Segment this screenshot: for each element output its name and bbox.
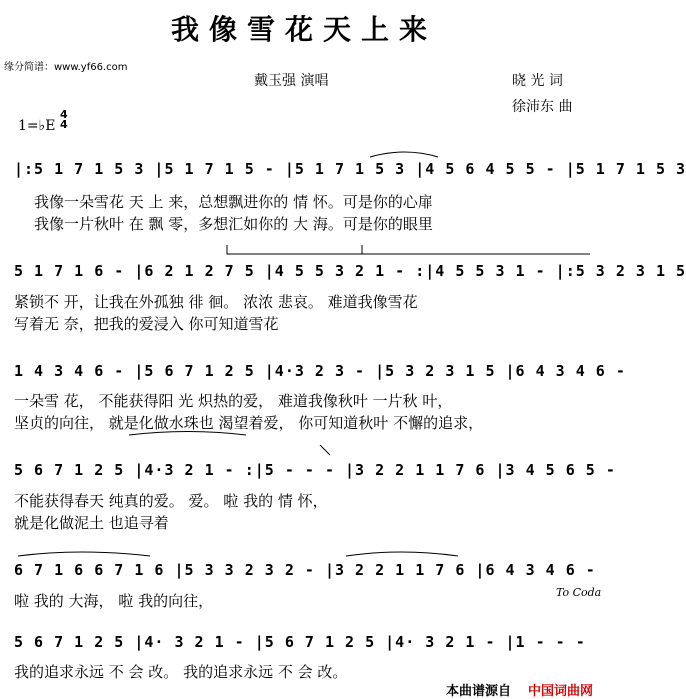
lyricist-credit: 晓 光 词 <box>512 73 563 89</box>
system-1-lyric-2: 我像一片秋叶 在 飘 零，多想汇如你的 大 海。可是你的眼里 <box>34 215 433 233</box>
slur-1 <box>370 152 438 157</box>
system-6-notes: 5 6 7 1 2 5 |4· 3 2 1 - |5 6 7 1 2 5 |4· 3 2 1 - |1 - - - <box>14 633 586 651</box>
meter-top: 4 <box>60 108 68 121</box>
system-3-lyric-2: 坚贞的向往， 就是化做水珠也 渴望着爱， 你可知道秋叶 不懈的追求， <box>14 414 484 432</box>
slur-4 <box>346 552 458 556</box>
system-1-lyric-1: 我像一朵雪花 天 上 来，总想飘进你的 情 怀。可是你的心扉 <box>34 193 433 211</box>
system-4-lyric-1: 不能获得春天 纯真的爱。 爱。 啦 我的 情 怀， <box>14 492 328 510</box>
system-2-notes: 5 1 7 1 6 - |6 2 1 2 7 5 |4 5 5 3 2 1 - :|4 5 5 3 1 - |:5 3 2 3 1 5 <box>14 262 686 280</box>
system-4-notes: 5 6 7 1 2 5 |4·3 2 1 - :|5 - - - |3 2 2 1 1 7 6 |3 4 5 6 5 - <box>14 461 616 479</box>
system-1-notes: |:5 1 7 1 5 3 |5 1 7 1 5 - |5 1 7 1 5 3 |4 5 6 4 5 5 - |5 1 7 1 5 3 <box>14 160 686 178</box>
segno-stroke <box>320 445 330 455</box>
slur-3 <box>18 552 150 556</box>
system-6-lyric-1: 我的追求永远 不 会 改。 我的追求永远 不 会 改。 <box>14 663 348 681</box>
system-4-lyric-2: 就是化做泥土 也追寻着 <box>14 514 169 532</box>
system-3-notes: 1 4 3 4 6 - |5 6 7 1 2 5 |4·3 2 3 - |5 3 2 3 1 5 |6 4 3 4 6 - <box>14 362 626 380</box>
volta-bracket <box>227 245 590 254</box>
system-5-lyric-1: 啦 我的 大海， 啦 我的向往， <box>14 592 214 610</box>
page-title: 我像雪花天上来 <box>170 13 437 46</box>
key-signature: 1=♭E <box>18 118 56 134</box>
system-2-lyric-2: 写着无 奈，把我的爱浸入 你可知道雪花 <box>14 315 279 333</box>
footer-site-logo: 中国词曲网 <box>528 684 594 699</box>
footer-source-label: 本曲谱源自 <box>446 684 512 699</box>
meter-bottom: 4 <box>60 118 68 131</box>
system-5-notes: 6 7 1 6 6 7 1 6 |5 3 3 2 3 2 - |3 2 2 1 1 7 6 |6 4 3 4 6 - <box>14 561 596 579</box>
system-3-lyric-1: 一朵雪 花， 不能获得阳 光 炽热的爱， 难道我像秋叶 一片秋 叶， <box>14 392 453 410</box>
slur-2 <box>129 432 246 436</box>
singer-credit: 戴玉强 演唱 <box>254 73 329 89</box>
composer-credit: 徐沛东 曲 <box>512 99 573 115</box>
to-coda-marking: To Coda <box>556 586 602 599</box>
system-2-lyric-1: 紧锁不 开，让我在外孤独 徘 徊。 浓浓 悲哀。 难道我像雪花 <box>14 293 418 311</box>
source-site: 缘分简谱：www.yf66.com <box>4 62 128 73</box>
